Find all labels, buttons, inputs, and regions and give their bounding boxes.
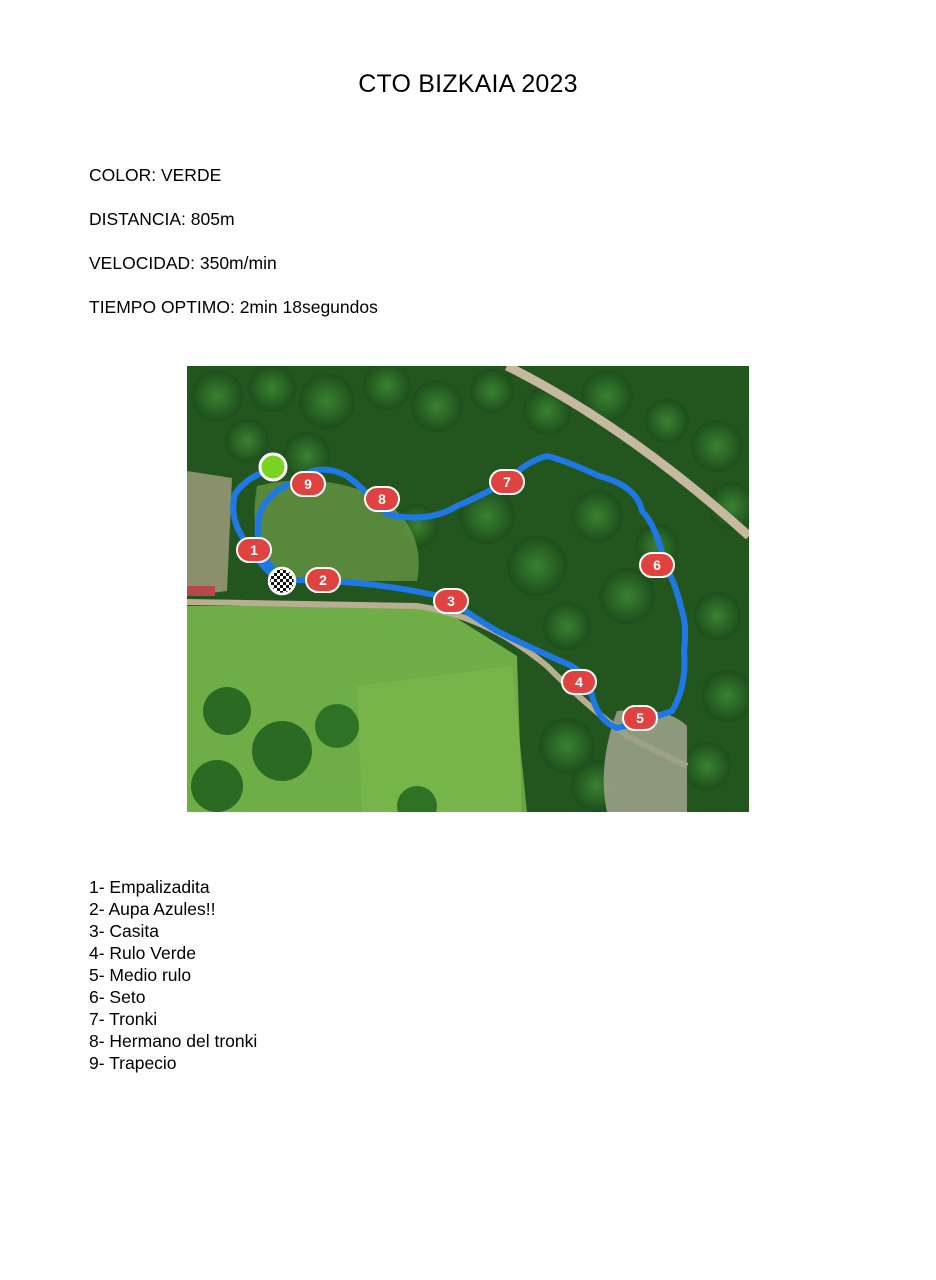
control-marker-label: 2: [319, 572, 327, 588]
control-marker-2: [306, 568, 340, 592]
control-marker-5: [623, 706, 657, 730]
control-marker-label: 4: [575, 674, 583, 690]
obstacle-item: 1- Empalizadita: [89, 877, 210, 897]
control-marker-9: [291, 472, 325, 496]
control-marker-label: 5: [636, 710, 644, 726]
obstacle-item: 3- Casita: [89, 921, 160, 941]
control-marker-label: 8: [378, 491, 386, 507]
obstacle-list: [89, 876, 257, 1074]
obstacle-item: 4- Rulo Verde: [89, 943, 197, 963]
obstacle-item: 7- Tronki: [89, 1009, 158, 1029]
control-marker-label: 7: [503, 474, 511, 490]
start-marker: [260, 454, 286, 480]
building-roof: [187, 586, 215, 596]
control-marker-label: 9: [304, 476, 312, 492]
page-title: CTO BIZKAIA 2023: [358, 70, 578, 98]
course-speed: VELOCIDAD: 350m/min: [89, 253, 277, 273]
finish-marker: [269, 568, 295, 594]
control-marker-label: 6: [653, 557, 661, 573]
control-marker-label: 1: [250, 542, 258, 558]
control-marker-7: [490, 470, 524, 494]
clearing-area: [187, 471, 232, 596]
meadow-area: [357, 666, 527, 812]
obstacle-item: 6- Seto: [89, 987, 146, 1007]
course-optimal-time: TIEMPO OPTIMO: 2min 18segundos: [89, 297, 378, 317]
obstacle-item: 9- Trapecio: [89, 1053, 177, 1073]
course-map: [187, 366, 749, 812]
obstacle-item: 5- Medio rulo: [89, 965, 192, 985]
obstacle-item: 8- Hermano del tronki: [89, 1031, 258, 1051]
control-marker-3: [434, 589, 468, 613]
control-marker-label: 3: [447, 593, 455, 609]
control-marker-1: [237, 538, 271, 562]
control-marker-8: [365, 487, 399, 511]
obstacle-item: 2- Aupa Azules!!: [89, 899, 216, 919]
course-color: COLOR: VERDE: [89, 165, 222, 185]
course-distance: DISTANCIA: 805m: [89, 209, 235, 229]
control-marker-6: [640, 553, 674, 577]
control-marker-4: [562, 670, 596, 694]
course-map-image: [187, 366, 749, 812]
